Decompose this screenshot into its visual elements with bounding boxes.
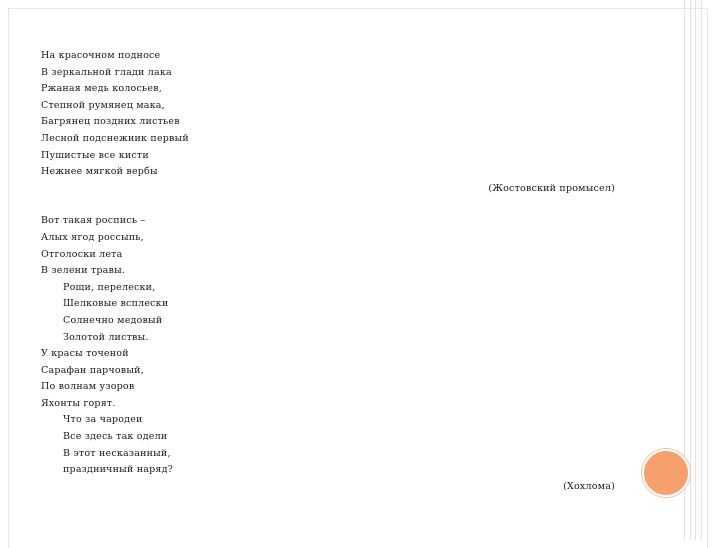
poem-text-block <box>41 48 631 495</box>
poem-line: Рощи, перелески, <box>63 281 156 293</box>
poem-line: Все здесь так одели <box>63 431 168 443</box>
poem-line: Нежнее мягкой вербы <box>41 166 158 178</box>
orange-accent-circle <box>642 449 690 497</box>
poem-line: праздничный наряд? <box>63 464 173 476</box>
poem-line: Лесной подснежник первый <box>41 132 189 144</box>
poem-line: Отголоски лета <box>41 248 123 260</box>
poem-line: На красочном подносе <box>41 50 161 61</box>
poem-line: Что за чародеи <box>63 414 143 426</box>
poem-line: Солнечно медовый <box>63 314 163 326</box>
poem-line: В этот несказанный, <box>63 447 171 459</box>
poem-line: Вот такая роспись – <box>41 215 146 227</box>
poem-credit: (Жостовский промысел) <box>488 182 615 194</box>
poem-line: Яхонты горят. <box>41 397 116 409</box>
poem-line: Пушистые все кисти <box>41 149 149 161</box>
poem-line: Золотой листвы. <box>63 331 149 343</box>
poem-line: Сарафан парчовый, <box>41 364 144 376</box>
decorative-border-lines <box>684 0 702 540</box>
poem-line: Алых ягод россыпь, <box>41 231 144 243</box>
poem-line: Ржаная медь колосьев, <box>41 83 162 95</box>
poem-line: В зелени травы. <box>41 265 126 277</box>
poem-line: У красы точеной <box>41 348 129 360</box>
poem-credit: (Хохлома) <box>563 480 615 492</box>
stanza-gap <box>41 197 631 213</box>
poem-line: Шелковые всплески <box>63 298 169 310</box>
poem-line: Багрянец поздних листьев <box>41 116 180 128</box>
poem-line: В зеркальной глади лака <box>41 66 172 78</box>
poem-line: Степной румянец мака, <box>41 99 165 111</box>
poem-line: По волнам узоров <box>41 381 135 393</box>
